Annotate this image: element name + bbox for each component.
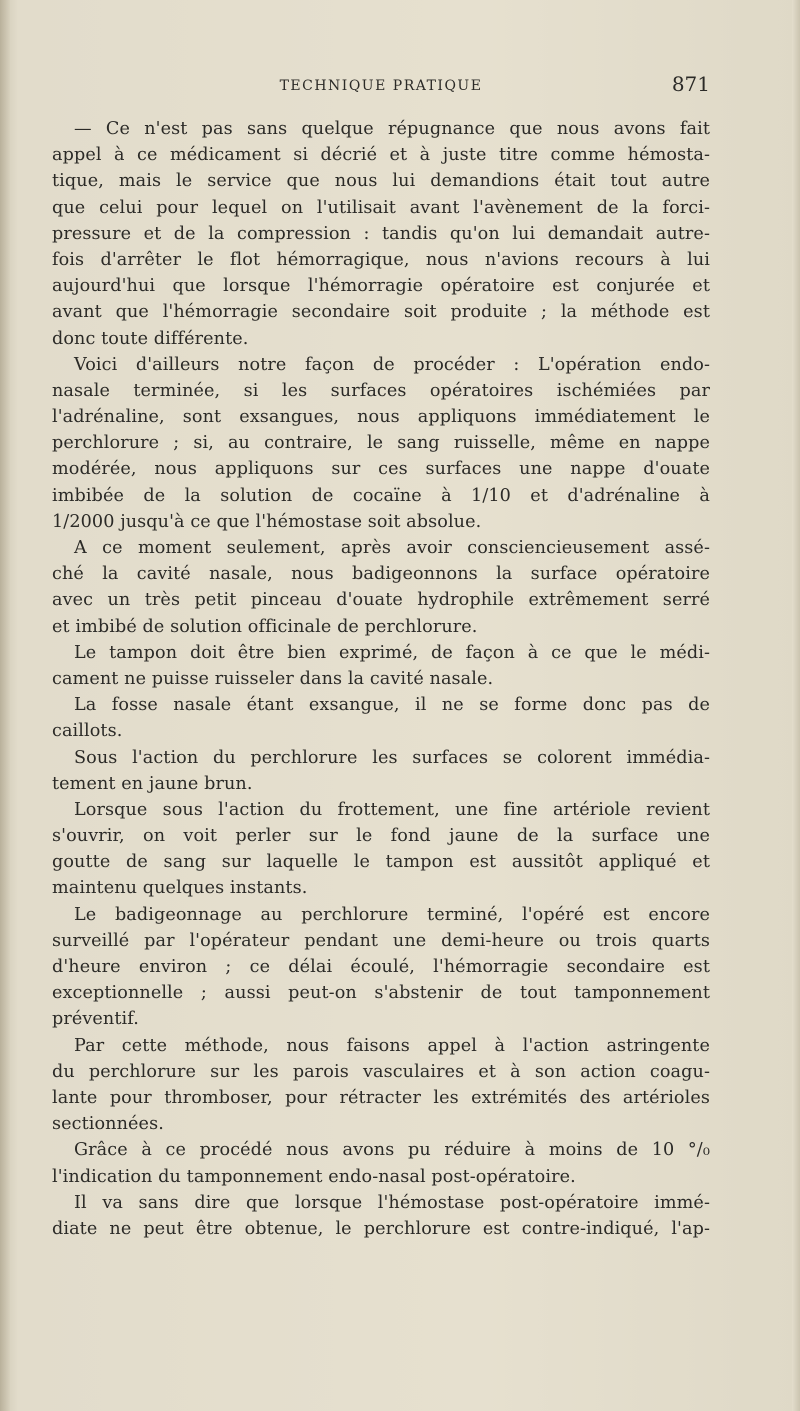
text-line: avant que l'hémorragie secondaire soit produite ; la méthode est — [52, 302, 710, 323]
text-line: nasale terminée, si les surfaces opératoires ischémiées par — [52, 380, 710, 401]
text-line: A ce moment seulement, après avoir consciencieusement assé- — [74, 538, 710, 558]
text-line: Il va sans dire que lorsque l'hémostase post-opératoire immé- — [74, 1192, 710, 1213]
text-line: La fosse nasale étant exsangue, il ne se forme donc pas de — [74, 695, 710, 716]
text-line: Sous l'action du perchlorure les surfaces se colorent immédia- — [74, 747, 710, 768]
text-line: — Ce n'est pas sans quelque répugnance que nous avons fait — [74, 119, 710, 139]
text-line: appel à ce médicament si décrié et à juste titre comme hémosta- — [52, 145, 710, 166]
text-line: du perchlorure sur les parois vasculaires et à son action coagu- — [52, 1061, 710, 1082]
text-line: surveillé par l'opérateur pendant une demi-heure ou trois quarts — [52, 930, 710, 951]
page-edge — [792, 0, 800, 1411]
text-line: Grâce à ce procédé nous avons pu réduire à moins de 10 °/₀ — [74, 1140, 710, 1161]
text-line: pressure et de la compression : tandis qu'on lui demandait autre- — [52, 223, 710, 244]
text-line: caillots. — [52, 721, 123, 742]
text-line: s'ouvrir, on voit perler sur le fond jaune de la surface une — [52, 826, 710, 847]
text-line: préventif. — [52, 1009, 139, 1030]
text-line: Lorsque sous l'action du frottement, une fine artériole revient — [74, 799, 710, 820]
running-title: TECHNIQUE PRATIQUE — [279, 78, 483, 94]
text-line: Le badigeonnage au perchlorure terminé, l'opéré est encore — [74, 904, 710, 925]
text-line: que celui pour lequel on l'utilisait avant l'avènement de la forci- — [52, 197, 710, 218]
body-text — [52, 116, 710, 1242]
text-line: modérée, nous appliquons sur ces surfaces une nappe d'ouate — [52, 459, 710, 480]
text-line: tement en jaune brun. — [52, 773, 253, 794]
text-line: perchlorure ; si, au contraire, le sang ruisselle, même en nappe — [52, 433, 710, 454]
text-line: lante pour thromboser, pour rétracter les extrémités des artérioles — [52, 1087, 710, 1108]
text-line: Par cette méthode, nous faisons appel à l'action astringente — [74, 1035, 710, 1056]
text-line: maintenu quelques instants. — [52, 878, 308, 899]
text-line: sectionnées. — [52, 1114, 164, 1135]
text-line: cament ne puisse ruisseler dans la cavité nasale. — [52, 668, 494, 689]
text-line: donc toute différente. — [52, 328, 249, 349]
text-line: l'adrénaline, sont exsangues, nous appliquons immédiatement le — [52, 407, 710, 428]
text-line: ché la cavité nasale, nous badigeonnons la surface opératoire — [52, 564, 710, 585]
text-line: tique, mais le service que nous lui demandions était tout autre — [52, 171, 710, 192]
text-line: exceptionnelle ; aussi peut-on s'abstenir de tout tamponnement — [52, 983, 710, 1004]
text-line: d'heure environ ; ce délai écoulé, l'hémorragie secondaire est — [52, 957, 710, 977]
text-line: Voici d'ailleurs notre façon de procéder : L'opération endo- — [74, 354, 710, 375]
page-number: 871 — [671, 72, 710, 96]
text-line: avec un très petit pinceau d'ouate hydrophile extrêmement serré — [52, 590, 710, 611]
text-line: fois d'arrêter le flot hémorragique, nous n'avions recours à lui — [52, 249, 710, 270]
text-line: goutte de sang sur laquelle le tampon est aussitôt appliqué et — [52, 852, 710, 873]
text-line: aujourd'hui que lorsque l'hémorragie opératoire est conjurée et — [52, 276, 710, 297]
text-line: et imbibé de solution officinale de perchlorure. — [52, 616, 478, 637]
page-header — [52, 72, 710, 100]
text-line: Le tampon doit être bien exprimé, de façon à ce que le médi- — [74, 642, 710, 663]
text-line: imbibée de la solution de cocaïne à 1/10 et d'adrénaline à — [52, 485, 710, 506]
text-line: l'indication du tamponnement endo-nasal post-opératoire. — [52, 1166, 576, 1187]
text-line: 1/2000 jusqu'à ce que l'hémostase soit absolue. — [52, 511, 482, 532]
text-line: diate ne peut être obtenue, le perchlorure est contre-indiqué, l'ap- — [52, 1218, 710, 1239]
page-binding-shadow — [0, 0, 10, 1411]
